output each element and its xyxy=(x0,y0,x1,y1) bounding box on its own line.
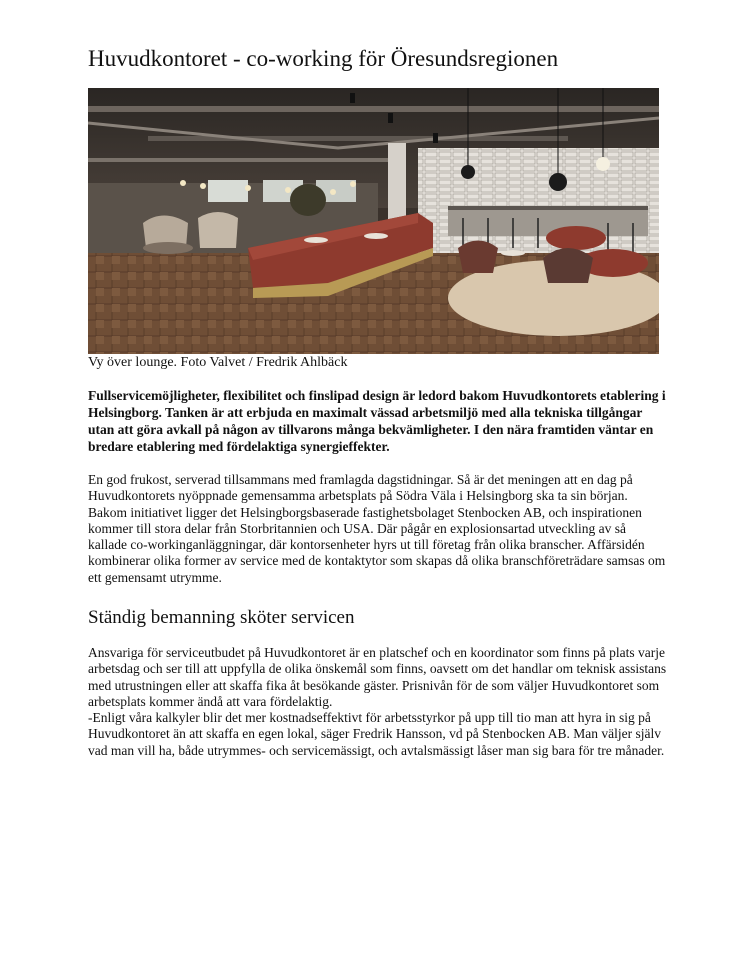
photo-caption: Vy över lounge. Foto Valvet / Fredrik Ahlbäck xyxy=(88,355,348,370)
body-paragraph-1: En god frukost, serverad tillsammans med framlagda dagstidningar. Så är det meningen att en dag på Huvudkontorets nyöppnade gemensamma arbetsplats på Södra Väla i Helsingborg ska ta sin början. Bakom initiativet ligger det Helsingborgsbaserade fastighetsbolaget Stenbocken AB, och inspirationen kommer till stora delar från Storbritannien och USA. Där pågår en explosionsartad utveckling av så kallade co-workinganläggningar, där kontorsenheter hyrs ut till företag från olika branscher. Affärsidén kombinerar olika former av service med de kontaktytor som skapas då olika branschföreträdare samsas om ett gemensamt utrymme. xyxy=(88,472,666,585)
body-section-2 xyxy=(88,645,668,759)
section-heading: Ständig bemanning sköter servicen xyxy=(88,607,355,628)
body-paragraph-2: Ansvariga för serviceutbudet på Huvudkontoret är en platschef och en koordinator som finns på plats varje arbetsdag och ser till att uppfylla de olika önskemål som finns, oavsett om det handlar om teknisk assistans med utrustningen eller att skaffa fika åt besökande gäster. Prisnivån för de som väljer Huvudkontoret som arbetsplats kommer ändå att vara fördelaktig. xyxy=(88,645,667,709)
body-paragraph-3: -Enligt våra kalkyler blir det mer kostnadseffektivt för arbetsstyrkor på upp till tio man att hyra in sig på Huvudkontoret än att skaffa en egen lokal, säger Fredrik Hansson, vd på Stenbocken AB. Man väljer själv vad man vill ha, både utrymmes- och servicemässigt, och avtalsmässigt låser man sig bara för tre månader. xyxy=(88,710,665,758)
lounge-photo xyxy=(88,88,659,354)
lead-paragraph: Fullservicemöjligheter, flexibilitet och finslipad design är ledord bakom Huvudkontorets etablering i Helsingborg. Tanken är att erbjuda en maximalt vässad arbetsmiljö med alla tekniska tillgångar utan att göra avkall på någon av tillvarons många bekvämligheter. I den nära framtiden väntar en bredare etablering med fördelaktiga synergieffekter. xyxy=(88,388,666,454)
article-title: Huvudkontoret - co-working för Öresundsregionen xyxy=(88,46,559,71)
